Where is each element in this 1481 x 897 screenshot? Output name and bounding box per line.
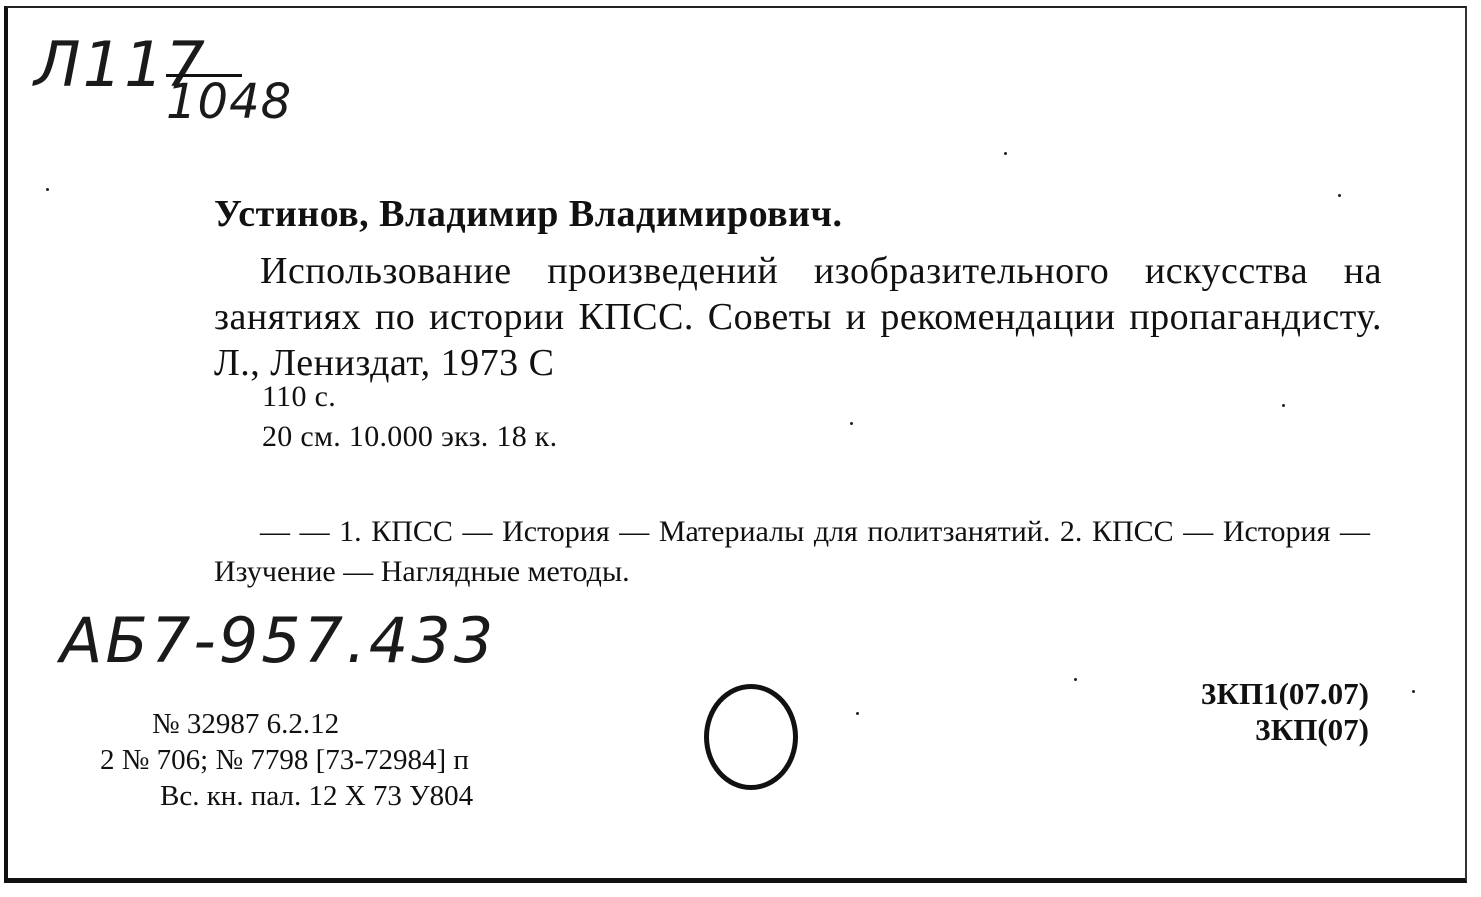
speck bbox=[1074, 678, 1077, 681]
handwritten-shelf-number: 1048 bbox=[166, 74, 293, 130]
handwritten-inventory-number: АБ7-957.433 bbox=[60, 604, 497, 677]
author-heading: Устинов, Владимир Владимирович. bbox=[214, 193, 843, 235]
size-print-run-price: 20 см. 10.000 экз. 18 к. bbox=[262, 420, 558, 453]
order-line-1: № 32987 6.2.12 bbox=[152, 708, 340, 740]
speck bbox=[46, 188, 49, 191]
punched-hole-circle bbox=[704, 684, 798, 790]
class-code-2: 3КП(07) bbox=[1255, 712, 1369, 747]
speck bbox=[850, 422, 853, 425]
subject-headings: — — 1. КПСС — История — Материалы для политзанятий. 2. КПСС — История — Изучение — Наглядные методы. bbox=[214, 515, 1370, 588]
order-line-3: Вс. кн. пал. 12 X 73 У804 bbox=[160, 780, 474, 812]
speck bbox=[1338, 194, 1341, 197]
title-imprint: Использование произведений изобразительного искусства на занятиях по истории КПСС. Советы и рекомендации пропагандисту. Л., Лениздат, 1973 С bbox=[214, 250, 1382, 384]
order-line-2: 2 № 706; № 7798 [73-72984] п bbox=[100, 744, 469, 776]
pagination: 110 с. bbox=[262, 380, 337, 413]
order-info bbox=[100, 706, 473, 814]
class-code-1: 3КП1(07.07) bbox=[1201, 676, 1369, 711]
classification-codes bbox=[1201, 676, 1369, 748]
speck bbox=[1412, 690, 1415, 693]
speck bbox=[1282, 404, 1285, 407]
handwritten-shelf-mark: Л117 bbox=[34, 28, 207, 101]
speck bbox=[1004, 152, 1007, 155]
speck bbox=[856, 712, 859, 715]
